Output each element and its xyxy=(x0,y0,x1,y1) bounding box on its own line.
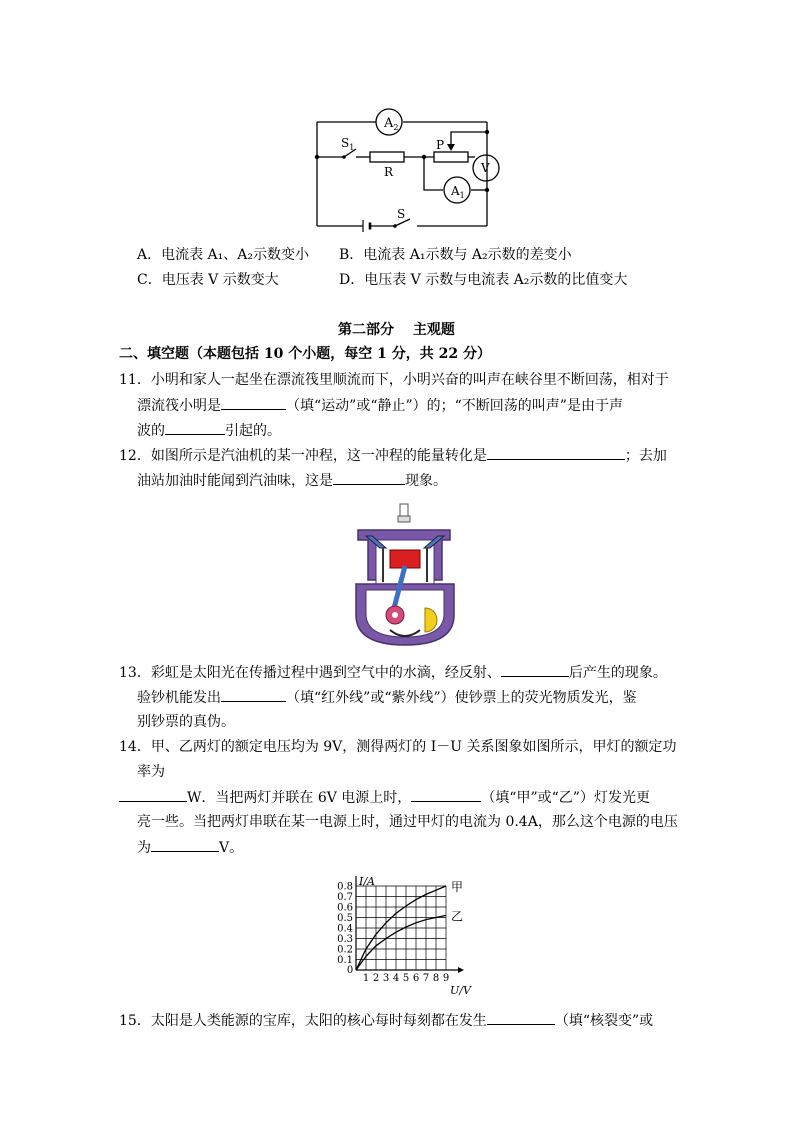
circuit-diagram xyxy=(300,100,510,235)
resistor-r xyxy=(370,152,404,162)
y-tick-label: 0.6 xyxy=(337,902,353,914)
v-label: V xyxy=(481,161,490,175)
a2-label: $A_2$ xyxy=(384,116,399,132)
x-axis-label: U/V xyxy=(450,984,471,997)
series-label-yi: 乙 xyxy=(451,909,464,924)
y-axis-label: I/A xyxy=(359,876,375,888)
q14-line-3: W．当把两灯并联在 6V 电源上时， （填“甲”或“乙”）灯发光更 xyxy=(119,787,650,808)
answer-blank[interactable] xyxy=(411,787,481,802)
q11-line-1: 11．小明和家人一起坐在漂流筏里顺流而下，小明兴奋的叫声在峡谷里不断回荡，相对于 xyxy=(119,372,669,388)
q15-line-1: 15．太阳是人类能源的宝库，太阳的核心每时每刻都在发生 （填“核裂变”或 xyxy=(119,1010,653,1031)
option-a: A．电流表 A₁、A₂示数变小 xyxy=(137,247,310,263)
x-tick-label: 1 xyxy=(362,973,370,984)
q13-line-3: 别钞票的真伪。 xyxy=(137,714,235,730)
answer-blank[interactable] xyxy=(487,1010,555,1025)
a1-label: $A_1$ xyxy=(451,184,465,200)
q13-line-1: 13．彩虹是太阳光在传播过程中遇到空气中的水滴，经反射、 后产生的现象。 xyxy=(119,662,667,683)
switch-pivot xyxy=(393,224,397,228)
y-tick-label: 0.8 xyxy=(337,881,353,893)
q13-line-2: 验钞机能发出 （填“红外线”或“紫外线”）使钞票上的荧光物质发光，鉴 xyxy=(137,687,637,708)
x-tick-label: 2 xyxy=(372,973,380,984)
x-tick-label: 8 xyxy=(432,973,440,984)
x-tick-label: 7 xyxy=(422,973,430,984)
option-b: B．电流表 A₁示数与 A₂示数的差变小 xyxy=(339,247,572,263)
slider-arrow xyxy=(447,144,455,151)
engine-diagram xyxy=(350,500,460,650)
junction-dot xyxy=(422,155,426,159)
answer-blank[interactable] xyxy=(333,470,405,485)
slider-wire xyxy=(451,132,487,145)
answer-blank[interactable] xyxy=(119,787,187,802)
q11-line-2: 漂流筏小明是 （填“运动”或“静止”）的；“不断回荡的叫声”是由于声 xyxy=(137,395,623,416)
section-title: 二、填空题（本题包括 10 个小题，每空 1 分，共 22 分） xyxy=(119,346,491,362)
answer-blank[interactable] xyxy=(151,837,219,852)
origin-label: 0 xyxy=(346,965,354,976)
x-tick-label: 6 xyxy=(412,973,420,984)
s-label: S xyxy=(397,207,406,221)
piston xyxy=(390,550,420,568)
crank-axle xyxy=(392,612,398,618)
rheostat xyxy=(434,152,468,162)
y-tick-label: 0.7 xyxy=(337,892,353,903)
y-tick-label: 0.3 xyxy=(337,934,353,945)
y-tick-label: 0.5 xyxy=(337,913,353,924)
junction-dot xyxy=(315,155,319,159)
x-tick-label: 3 xyxy=(382,973,390,984)
x-tick-label: 5 xyxy=(402,973,410,984)
q12-line-1: 12．如图所示是汽油机的某一冲程，这一冲程的能量转化是 ；去加 xyxy=(119,445,667,466)
r-label: R xyxy=(384,165,394,179)
p-label: P xyxy=(436,138,445,152)
iu-chart xyxy=(320,876,490,1000)
spark-plug-base xyxy=(398,516,410,522)
y-tick-label: 0.1 xyxy=(337,955,353,966)
q14-line-1: 14．甲、乙两灯的额定电压均为 9V，测得两灯的 I－U 关系图象如图所示，甲灯的额定功 xyxy=(119,739,677,755)
y-tick-label: 0.4 xyxy=(337,923,353,935)
q14-line-2: 率为 xyxy=(137,764,165,780)
x-axis-arrow xyxy=(458,967,464,973)
y-tick-label: 0.2 xyxy=(337,944,353,956)
answer-blank[interactable] xyxy=(165,420,225,435)
q12-line-2: 油站加油时能闻到汽油味，这是 现象。 xyxy=(137,470,447,491)
s1-label: $S_1$ xyxy=(341,136,355,152)
junction-dot xyxy=(485,188,489,192)
option-d: D．电压表 V 示数与电流表 A₂示数的比值变大 xyxy=(339,272,628,288)
q11-line-3: 波的 引起的。 xyxy=(137,420,281,441)
junction-dot xyxy=(485,130,489,134)
answer-blank[interactable] xyxy=(221,687,286,702)
answer-blank[interactable] xyxy=(487,445,625,460)
switch-pivot xyxy=(342,155,346,159)
x-tick-label: 4 xyxy=(392,973,400,984)
q14-line-4: 亮一些。当把两灯串联在某一电源上时，通过甲灯的电流为 0.4A，那么这个电源的电压 xyxy=(137,814,678,830)
part-title: 第二部分 主观题 xyxy=(338,322,455,338)
q14-line-5: 为 V。 xyxy=(137,837,243,858)
option-c: C．电压表 V 示数变大 xyxy=(137,272,279,288)
answer-blank[interactable] xyxy=(501,662,569,677)
x-tick-label: 9 xyxy=(442,973,450,984)
answer-blank[interactable] xyxy=(221,395,286,410)
series-label-jia: 甲 xyxy=(451,880,464,894)
